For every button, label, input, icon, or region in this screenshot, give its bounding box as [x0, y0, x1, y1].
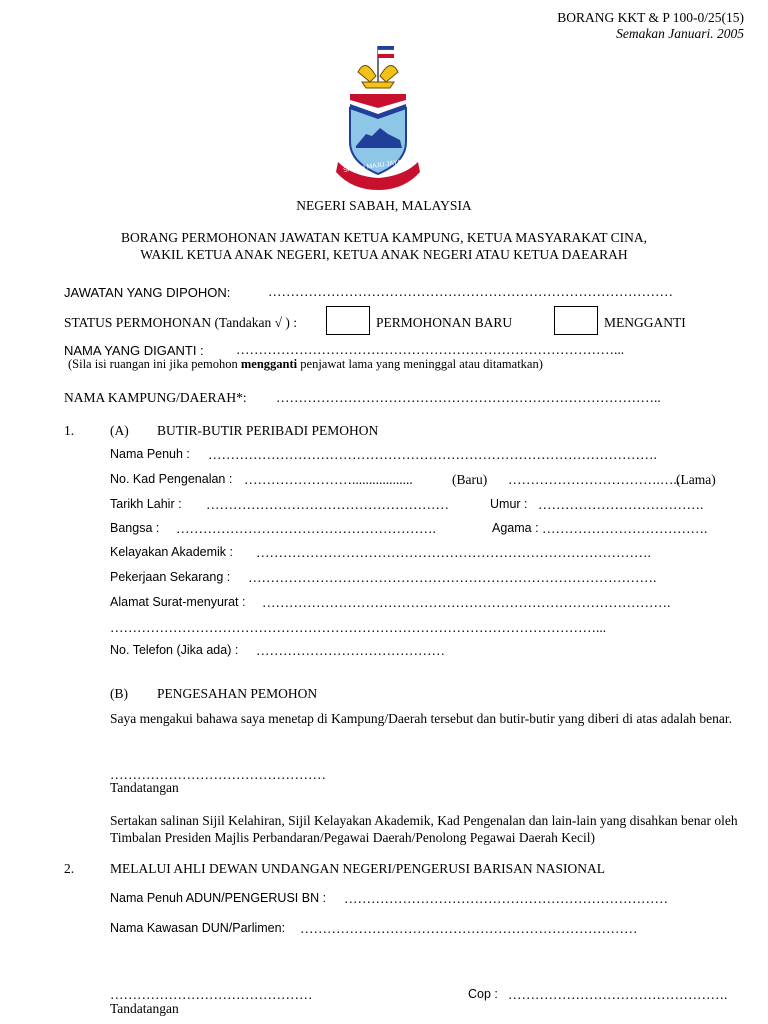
ic-old-field[interactable]: …………………………….…..	[508, 472, 681, 487]
part-b-letter: (B)	[110, 686, 128, 701]
section1-number: 1.	[64, 423, 75, 438]
dob-field[interactable]: ………………………………………………	[206, 497, 449, 512]
constituency-label: Nama Kawasan DUN/Parlimen:	[110, 921, 286, 935]
form-title-line1: BORANG PERMOHONAN JAWATAN KETUA KAMPUNG, KETUA MASYARAKAT CINA,	[121, 230, 647, 245]
part-a-letter: (A)	[110, 423, 129, 438]
adun-signature-field[interactable]: ………………………………………	[110, 987, 313, 1002]
phone-label: No. Telefon (Jika ada) :	[110, 643, 239, 657]
adun-name-label: Nama Penuh ADUN/PENGERUSI BN :	[110, 891, 327, 905]
occupation-field[interactable]: ……………………………………………………………………………….	[248, 570, 657, 585]
education-label: Kelayakan Akademik :	[110, 545, 233, 559]
state-title: NEGERI SABAH, MALAYSIA	[296, 198, 472, 213]
stamp-field[interactable]: ………………………………………….	[508, 987, 728, 1002]
full-name-label: Nama Penuh :	[110, 447, 190, 461]
form-code: BORANG KKT & P 100-0/25(15)	[557, 10, 744, 25]
adun-name-field[interactable]: ………………………………………………………………	[344, 891, 668, 906]
dob-label: Tarikh Lahir :	[110, 497, 182, 511]
age-label: Umur :	[490, 497, 528, 511]
declaration-text: Saya mengakui bahawa saya menetap di Kampung/Daerah tersebut dan butir-butir yang diberi di atas adalah benar.	[110, 711, 733, 726]
section2-number: 2.	[64, 861, 75, 876]
age-field[interactable]: ……………………………….	[538, 497, 704, 512]
adun-signature-label: Tandatangan	[110, 1001, 179, 1016]
replaced-name-note: (Sila isi ruangan ini jika pemohon mengganti penjawat lama yang meninggal atau ditamatkan)	[68, 357, 543, 371]
applicant-signature-label: Tandatangan	[110, 780, 179, 795]
stamp-label: Cop :	[468, 987, 498, 1001]
village-label: NAMA KAMPUNG/DAERAH*:	[64, 390, 247, 405]
education-field[interactable]: …………………………………………………………………………….	[256, 545, 651, 560]
full-name-field[interactable]: ……………………………………………………………………………………….	[208, 447, 657, 462]
address-label: Alamat Surat-menyurat :	[110, 595, 246, 609]
jawatan-label: JAWATAN YANG DIPOHON:	[64, 285, 231, 300]
ic-label: No. Kad Pengenalan :	[110, 472, 233, 486]
form-title-line2: WAKIL KETUA ANAK NEGERI, KETUA ANAK NEGERI ATAU KETUA DAEARAH	[140, 247, 628, 262]
emblem-motto: SABAH MAJU JAYA	[342, 158, 402, 175]
address-field[interactable]: ……………………………………………………………………………….	[262, 595, 671, 610]
race-field[interactable]: ………………………………………………….	[176, 521, 436, 536]
constituency-field[interactable]: …………………………………………………………………	[300, 921, 638, 936]
jawatan-field[interactable]: ………………………………………………………………………………	[268, 284, 673, 299]
village-field[interactable]: …………………………………………………………………………..	[276, 390, 661, 405]
ic-old-label: (Lama)	[676, 472, 716, 487]
part-a-title: BUTIR-BUTIR PERIBADI PEMOHON	[157, 423, 379, 438]
ic-new-field[interactable]: ……………………..................	[244, 472, 413, 487]
ic-new-label: (Baru)	[452, 472, 488, 487]
religion-label: Agama :	[492, 521, 539, 535]
section2-title: MELALUI AHLI DEWAN UNDANGAN NEGERI/PENGERUSI BARISAN NASIONAL	[110, 861, 605, 876]
occupation-label: Pekerjaan Sekarang :	[110, 570, 231, 584]
applicant-signature-field[interactable]: …………………………………………	[110, 767, 326, 782]
new-application-label: PERMOHONAN BARU	[376, 315, 513, 330]
phone-field[interactable]: ……………………………………	[256, 643, 445, 658]
new-application-checkbox[interactable]	[326, 306, 370, 335]
replaced-name-label: NAMA YANG DIGANTI :	[64, 343, 204, 358]
replace-checkbox[interactable]	[554, 306, 598, 335]
religion-field[interactable]: ……………………………….	[542, 521, 708, 536]
status-label: STATUS PERMOHONAN (Tandakan √ ) :	[64, 315, 297, 330]
address-field-line2[interactable]: ………………………………………………………………………………………………...	[110, 620, 607, 635]
part-b-title: PENGESAHAN PEMOHON	[157, 686, 318, 701]
replace-label: MENGGANTI	[604, 315, 686, 330]
revision-date: Semakan Januari. 2005	[616, 26, 744, 41]
race-label: Bangsa :	[110, 521, 160, 535]
replaced-name-field[interactable]: …………………………………………………………………………...	[236, 342, 625, 357]
attachments-text: Sertakan salinan Sijil Kelahiran, Sijil Kelayakan Akademik, Kad Pengenalan dan lain-lain yang disahkan benar oleh Timbalan Presiden Majlis Perbandaran/Pegawai Daerah/Penolong Pegawai Daerah Kecil)	[110, 813, 738, 845]
